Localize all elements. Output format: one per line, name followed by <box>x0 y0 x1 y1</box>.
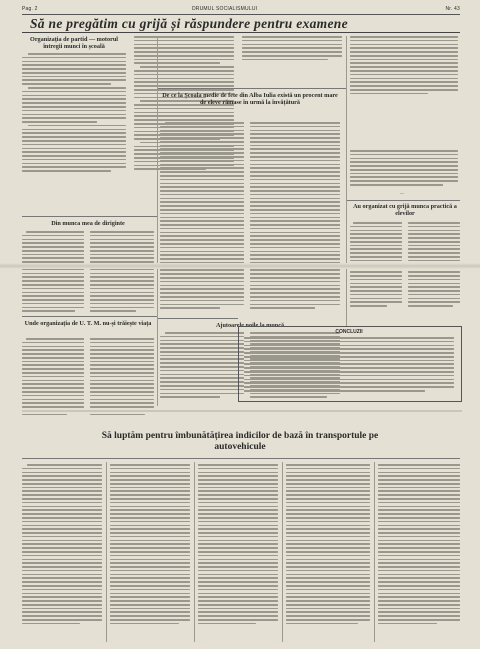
article-title: Organizația de partid — motorul întregii munci în școală <box>30 36 118 50</box>
article-diriginte-body-1 <box>22 231 84 314</box>
article-title: Din munca mea de diriginte <box>51 220 125 227</box>
bottom-article-col-3 <box>198 464 278 627</box>
intro-right <box>350 36 458 97</box>
article-girls-school-body-2 <box>250 122 340 311</box>
bottom-article-title: Să luptăm pentru îmbunătățirea indicilor de bază în transportule pe autovehicule <box>101 431 379 452</box>
issue-number: Nr. 43 <box>445 6 460 12</box>
bottom-article-col-4 <box>286 464 370 627</box>
article-title: De ce la Școala medie de fete din Alba Iulia există un procent mare de eleve rămase în urmă la învățătură <box>162 92 338 106</box>
masthead <box>22 4 460 15</box>
section-rule <box>158 318 238 319</box>
column-rule <box>346 36 347 326</box>
page-fold <box>0 263 480 269</box>
bottom-article-col-2 <box>110 464 190 627</box>
article-helpers-body-1 <box>160 332 244 400</box>
article-title: Au organizat cu grijă munca practică a elevilor <box>353 203 457 217</box>
headline-rule <box>22 32 460 33</box>
bottom-article-col-5 <box>378 464 460 627</box>
right-column-top <box>350 150 458 188</box>
paste-seam <box>22 410 462 412</box>
page-number: Pag. 2 <box>22 6 38 12</box>
article-party-organization <box>22 36 126 174</box>
article-title: Ajutoarele noile la muncă <box>215 322 285 329</box>
article-girls-school <box>160 92 340 109</box>
article-body <box>22 53 126 172</box>
column-rule <box>106 462 107 642</box>
conclusions-body <box>244 337 454 394</box>
section-rule <box>22 458 460 459</box>
section-rule <box>347 200 460 201</box>
bottom-article-col-1 <box>22 464 102 627</box>
section-rule <box>158 88 346 89</box>
paper-name: DRUMUL SOCIALISMULUI <box>192 6 258 12</box>
article-girls-school-body-1 <box>160 122 244 311</box>
article-utm-body-1 <box>22 338 84 417</box>
column-rule <box>194 462 195 642</box>
section-rule <box>22 316 157 317</box>
article-diriginte-body-2 <box>90 231 154 314</box>
column-rule <box>374 462 375 642</box>
section-rule <box>22 216 157 217</box>
conclusions-title: CONCLUZII <box>335 329 363 335</box>
page-headline: Să ne pregătim cu grijă și răspundere pentru examene <box>30 16 348 31</box>
article-practical-work <box>350 203 460 220</box>
article-diriginte <box>22 220 154 230</box>
article-utm-body-2 <box>90 338 154 417</box>
column-rule <box>157 36 158 406</box>
article-title: Unde organizația de U. T. M. nu-și trăiește viața <box>24 320 152 327</box>
intro-left <box>242 36 342 62</box>
signature: — <box>400 190 405 195</box>
article-utm <box>22 320 154 330</box>
column-rule <box>282 462 283 642</box>
